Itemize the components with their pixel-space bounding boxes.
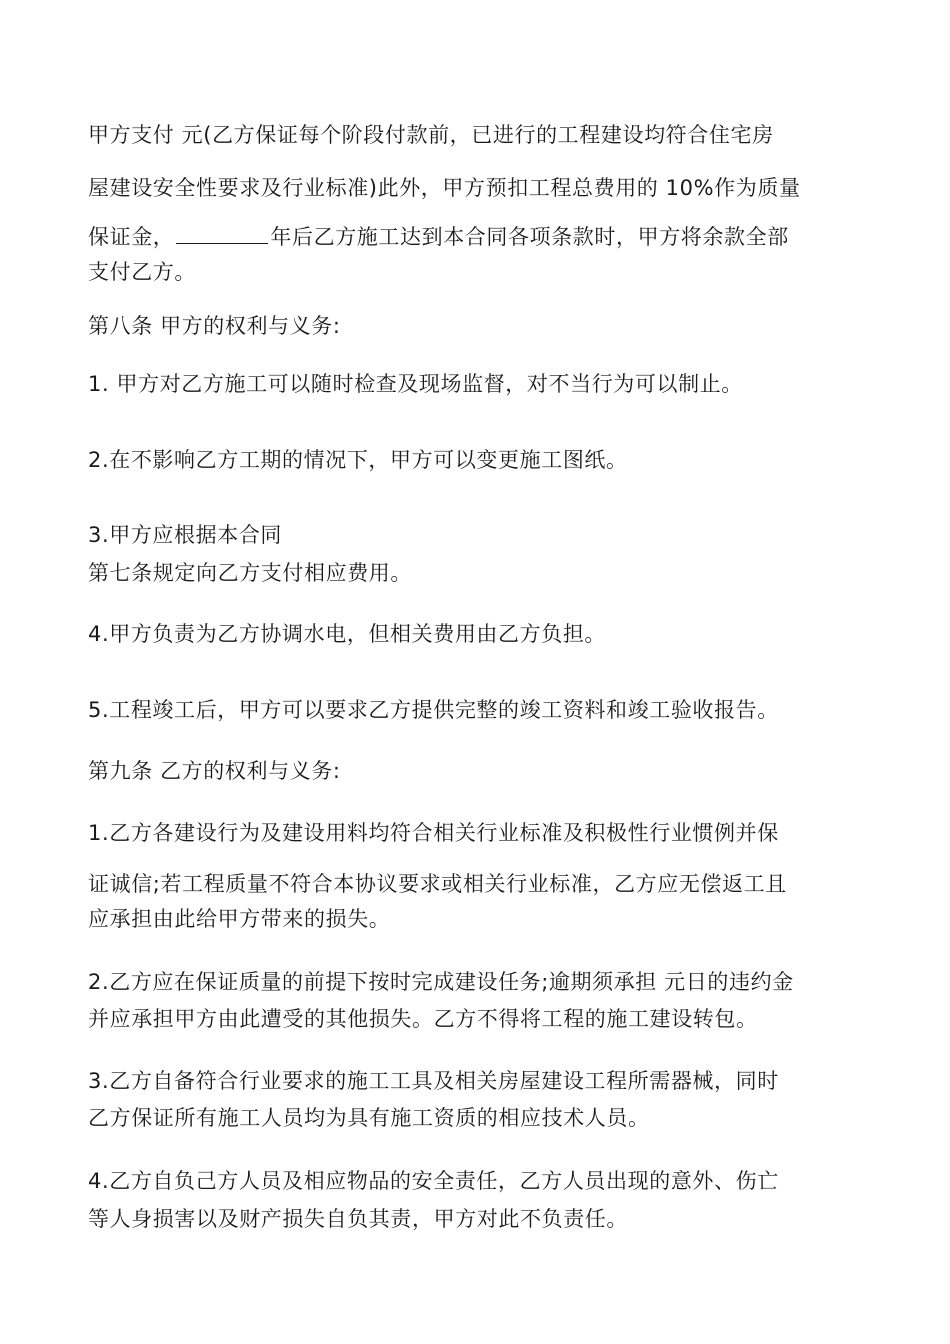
article-8-item-5: 5.工程竣工后，甲方可以要求乙方提供完整的竣工资料和竣工验收报告。 <box>88 698 779 722</box>
article-8-item-4: 4.甲方负责为乙方协调水电，但相关费用由乙方负担。 <box>88 622 607 646</box>
article-9-item-4-line-2: 等人身损害以及财产损失自负其责，甲方对此不负责任。 <box>88 1207 628 1231</box>
article-9-item-4-line-1: 4.乙方自负己方人员及相应物品的安全责任，乙方人员出现的意外、伤亡 <box>88 1169 779 1193</box>
article-9-heading: 第九条 乙方的权利与义务: <box>88 759 341 783</box>
article-8-item-1: 1. 甲方对乙方施工可以随时检查及现场监督，对不当行为可以制止。 <box>88 372 743 396</box>
payment-text-line-4: 支付乙方。 <box>88 260 196 284</box>
article-9-item-1-line-3: 应承担由此给甲方带来的损失。 <box>88 907 391 931</box>
payment-text-line-3 <box>88 223 789 251</box>
article-9-item-3-line-1: 3.乙方自备符合行业要求的施工工具及相关房屋建设工程所需器械，同时 <box>88 1069 779 1093</box>
article-9-item-1-line-1: 1.乙方各建设行为及建设用料均符合相关行业标准及积极性行业惯例并保 <box>88 821 779 845</box>
article-9-item-3-line-2: 乙方保证所有施工人员均为具有施工资质的相应技术人员。 <box>88 1106 650 1130</box>
article-8-item-3-line-2: 第七条规定向乙方支付相应费用。 <box>88 561 412 585</box>
article-9-item-1-line-2: 证诚信;若工程质量不符合本协议要求或相关行业标准，乙方应无偿返工且 <box>88 872 787 896</box>
payment-text-line-1: 甲方支付 元(乙方保证每个阶段付款前，已进行的工程建设均符合住宅房 <box>88 123 774 147</box>
payment-text-line-2: 屋建设安全性要求及行业标准)此外，甲方预扣工程总费用的 10%作为质量 <box>88 176 801 200</box>
article-9-item-2-line-1: 2.乙方应在保证质量的前提下按时完成建设任务;逾期须承担 元日的违约金 <box>88 970 794 994</box>
article-8-item-3-line-1: 3.甲方应根据本合同 <box>88 523 283 547</box>
payment-text-line-3-start: 保证金， <box>88 225 175 249</box>
article-8-item-2: 2.在不影响乙方工期的情况下，甲方可以变更施工图纸。 <box>88 448 628 472</box>
article-8-heading: 第八条 甲方的权利与义务: <box>88 314 341 338</box>
payment-text-line-3-end: 年后乙方施工达到本合同各项条款时，甲方将余款全部 <box>270 225 789 249</box>
article-9-item-2-line-2: 并应承担甲方由此遭受的其他损失。乙方不得将工程的施工建设转包。 <box>88 1007 758 1031</box>
warranty-years-blank <box>176 223 268 244</box>
